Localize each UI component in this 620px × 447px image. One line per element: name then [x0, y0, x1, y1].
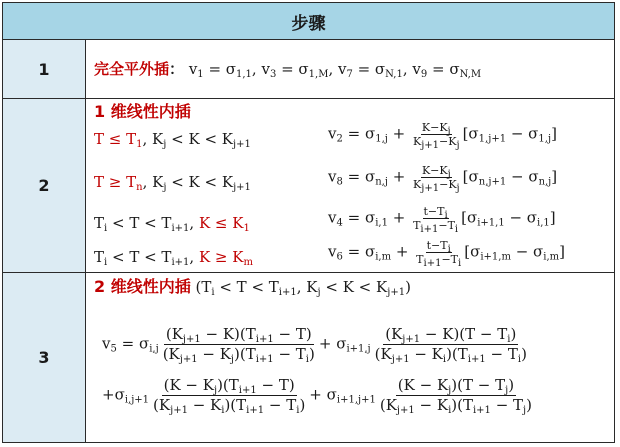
row-content	[94, 273, 608, 442]
interp-formula: $v_4 = \sigma_{i,1}$ + $\frac{t-T_i}{T_{i+1}-T_i}$ $[\sigma_{i+1,1} - \sigma_{i,1}]$	[328, 205, 556, 235]
2d-interp-heading	[94, 278, 411, 296]
interp-formula: $v_6 = \sigma_{i,m}$ + $\frac{t-T_i}{T_{i+1}-T_i}$ $[\sigma_{i+1,m} - \sigma_{i,m}]$	[328, 239, 565, 269]
interp-formula: $v_2 = \sigma_{1,j}$ + $\frac{K-K_j}{K_{j+1}-K_j}$ $[\sigma_{1,j+1} - \sigma_{1,j}]$	[328, 121, 557, 151]
table-row	[3, 272, 614, 442]
row-number: 1	[3, 40, 86, 98]
2d-interp-formula-line2: $+\sigma_{i,j+1}$ $\frac{(K - K_j)(T_{i+1} - T)}{(K_{j+1} - K_i)(T_{i+1} - T_i)}$ + $\sigma_{i+1,j+1}$ $\frac{(K - K_j)(T - T_j)}{(K_{j+1} - K_i)(T_{i+1} - T_j)}$	[102, 376, 533, 416]
row-number: 2	[3, 99, 86, 272]
interp-condition: $T \ge T_n$, $K_j < K < K_{j+1}$	[94, 173, 251, 193]
table-row	[3, 39, 614, 98]
extrapolation-formula: $v_1 = \sigma_{1,1}$, $v_3 = \sigma_{1,M}$, $v_7 = \sigma_{N,1}$, $v_9 = \sigma_{N,M}$	[188, 60, 482, 80]
row-content	[94, 99, 608, 272]
full-extrapolation-line: 完全平外插： $v_1 = \sigma_{1,1}$, $v_3 = \sigma_{1,M}$, $v_7 = \sigma_{N,1}$, $v_9 = \sigma_{N,M}$	[94, 60, 482, 80]
row-content	[94, 40, 608, 98]
2d-interp-title: 2 维线性内插	[94, 277, 191, 296]
interp-formula: $v_8 = \sigma_{n,j}$ + $\frac{K-K_j}{K_{j+1}-K_j}$ $[\sigma_{n,j+1} - \sigma_{n,j}]$	[328, 164, 558, 194]
interp-condition: $T \le T_1$, $K_j < K < K_{j+1}$	[94, 130, 251, 150]
row-number: 3	[3, 273, 86, 442]
table-row	[3, 98, 614, 272]
interp-condition: $T_i < T < T_{i+1}$, $K \le K_1$	[94, 214, 250, 234]
interp-condition: $T_i < T < T_{i+1}$, $K \ge K_m$	[94, 248, 253, 268]
header-title: 步骤	[291, 14, 326, 34]
steps-table	[2, 2, 615, 443]
1d-interp-title: 1 维线性内插	[94, 102, 191, 121]
2d-interp-formula-line1: $v_5 = \sigma_{i,j}$ $\frac{(K_{j+1} - K)(T_{i+1} - T)}{(K_{j+1} - K_j)(T_{i+1} - T_i)}$ + $\sigma_{i+1,j}$ $\frac{(K_{j+1} - K)(T - T_i)}{(K_{j+1} - K_i)(T_{i+1} - T_i)}$	[102, 325, 527, 365]
table-header	[3, 3, 614, 39]
2d-interp-condition: ($T_i < T < T_{i+1}$, $K_j < K < K_{j+1}$)	[195, 278, 411, 298]
full-extrapolation-label: 完全平外插	[94, 60, 170, 78]
